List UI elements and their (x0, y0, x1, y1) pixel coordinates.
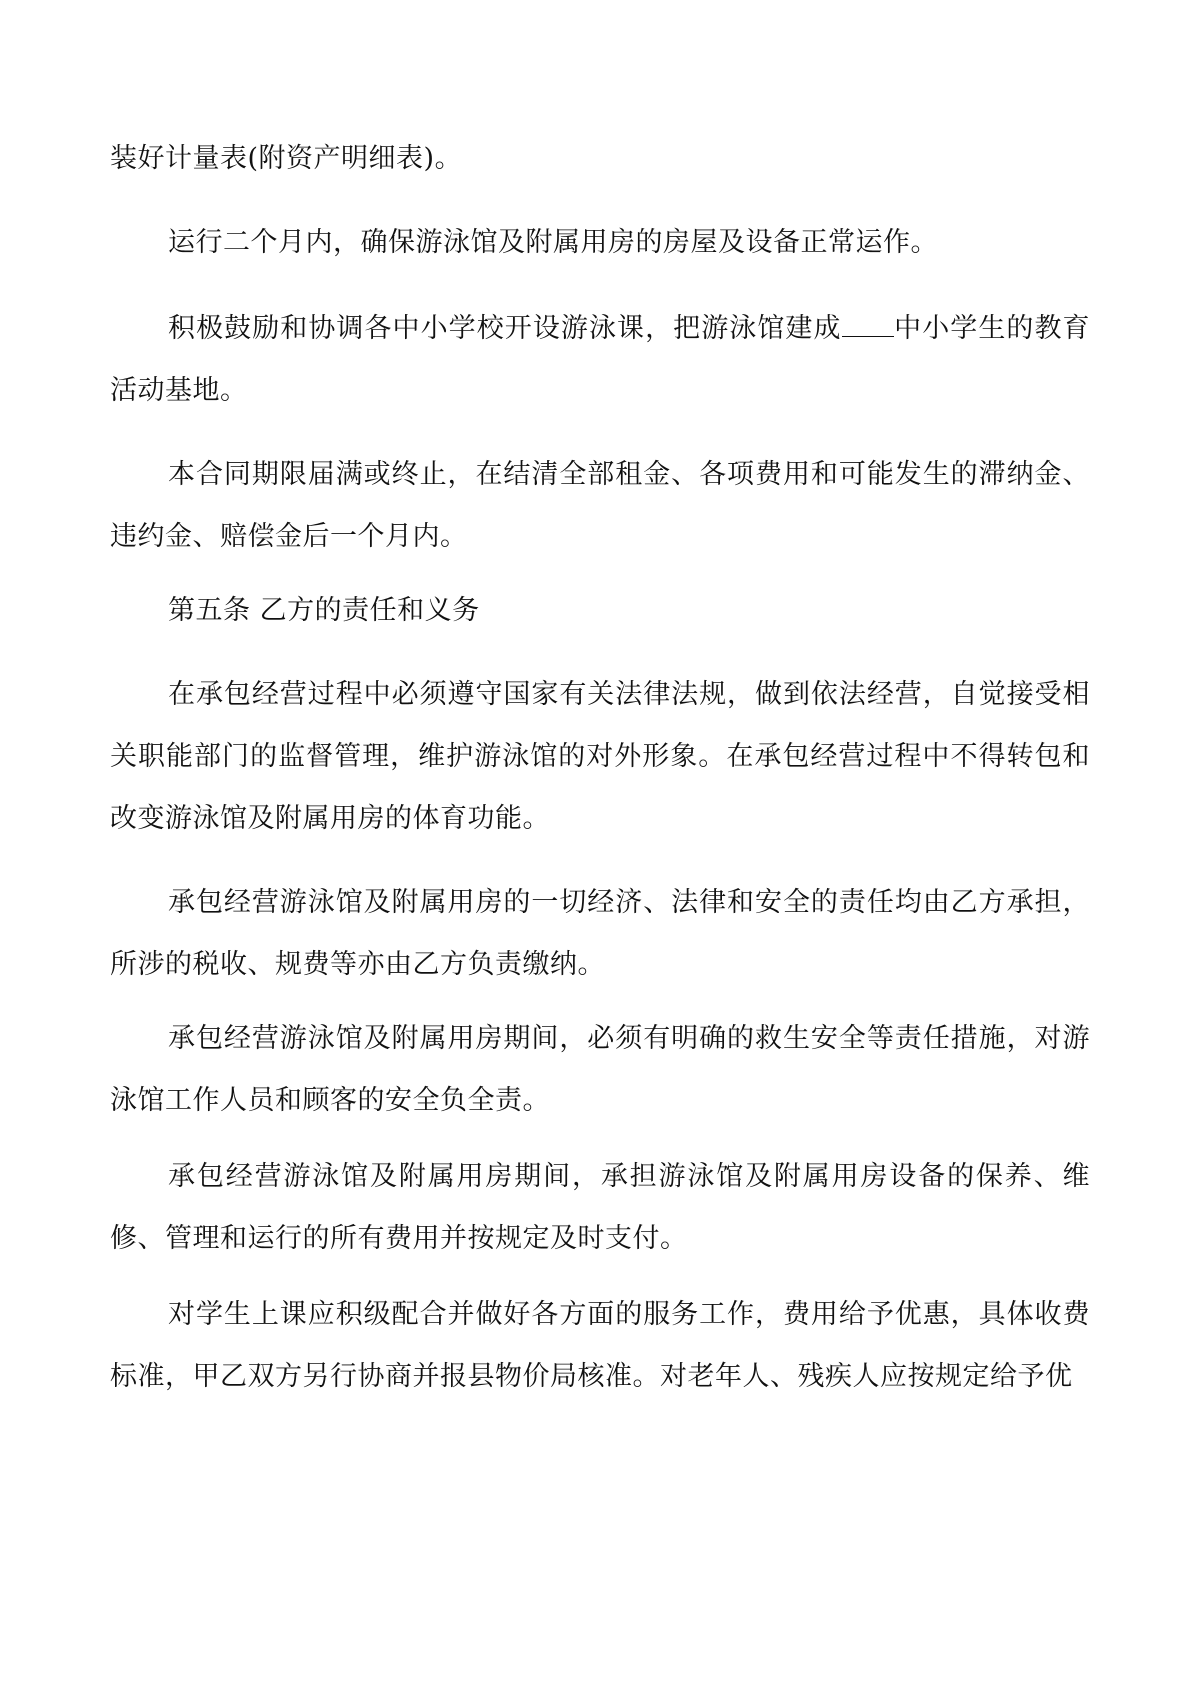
paragraph-student-services: 对学生上课应积级配合并做好各方面的服务工作，费用给予优惠，具体收费标准，甲乙双方另行协商并报县物价局核准。对老年人、残疾人应按规定给予优 (110, 1299, 1090, 1392)
paragraph-safety-measures: 承包经营游泳馆及附属用房期间，必须有明确的救生安全等责任措施，对游泳馆工作人员和顾客的安全负全责。 (110, 1023, 1090, 1116)
paragraph-swimming-courses-part1: 积极鼓励和协调各中小学校开设游泳课，把游泳馆建成 (168, 313, 842, 344)
paragraph-liability: 承包经营游泳馆及附属用房的一切经济、法律和安全的责任均由乙方承担，所涉的税收、规费等亦由乙方负责缴纳。 (110, 887, 1090, 980)
paragraph-swimming-courses-part2: 中小学生的教育活动基地。 (110, 313, 1091, 406)
article-five-heading: 第五条 乙方的责任和义务 (168, 595, 480, 626)
paragraph-maintenance-costs: 承包经营游泳馆及附属用房期间，承担游泳馆及附属用房设备的保养、维修、管理和运行的所有费用并按规定及时支付。 (110, 1161, 1090, 1254)
paragraph-swimming-courses (110, 298, 1090, 422)
paragraph-contract-expiry: 本合同期限届满或终止，在结清全部租金、各项费用和可能发生的滞纳金、违约金、赔偿金后一个月内。 (110, 459, 1090, 552)
paragraph-meter-installation: 装好计量表(附资产明细表)。 (110, 143, 463, 174)
paragraph-two-month-operation: 运行二个月内，确保游泳馆及附属用房的房屋及设备正常运作。 (168, 227, 938, 258)
fill-in-blank (842, 314, 894, 337)
paragraph-legal-compliance: 在承包经营过程中必须遵守国家有关法律法规，做到依法经营，自觉接受相关职能部门的监督管理，维护游泳馆的对外形象。在承包经营过程中不得转包和改变游泳馆及附属用房的体育功能。 (110, 679, 1090, 834)
